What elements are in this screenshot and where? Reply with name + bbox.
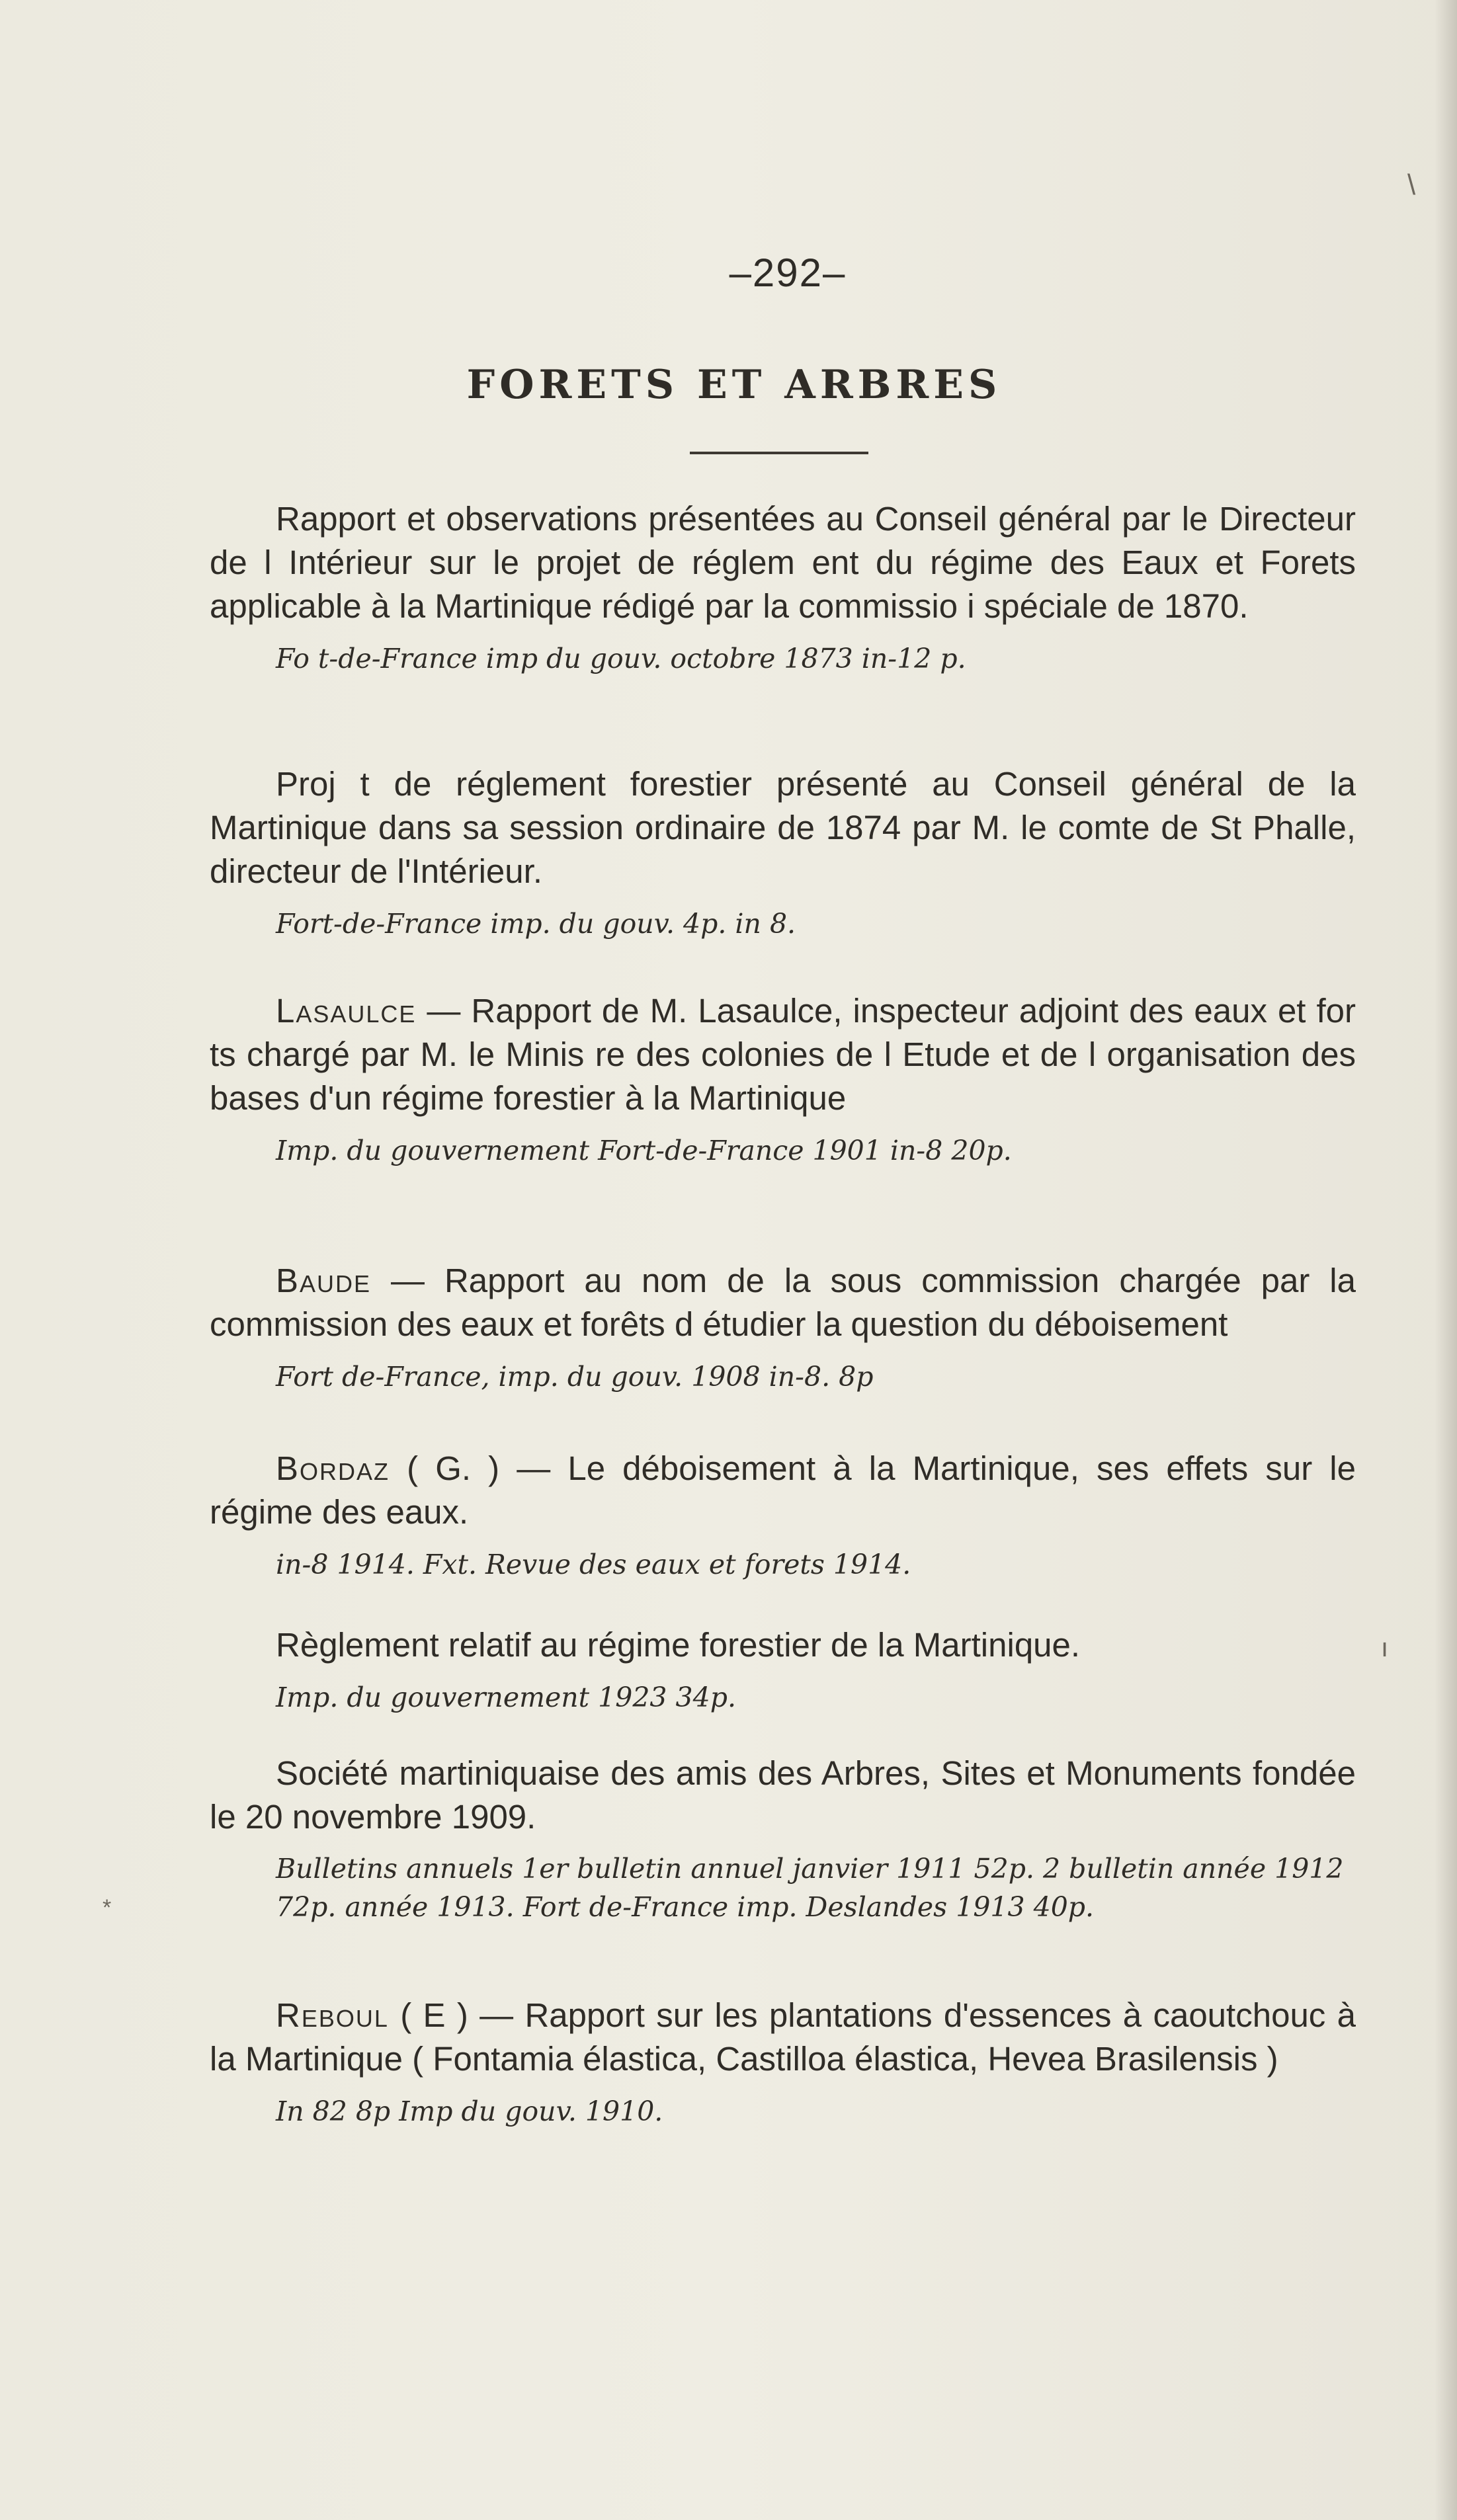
entry-text — [210, 1447, 1356, 1534]
entry-author: Lasaulce — [276, 992, 417, 1030]
bibliography-entry — [210, 762, 1356, 944]
margin-mark: \ — [1407, 169, 1416, 201]
entry-body: ( G. ) — Le déboisement à la Martinique, ses effets sur le régime des eaux. — [210, 1449, 1356, 1531]
entry-body: — Rapport de M. Lasaulce, inspecteur adjoint des eaux et for ts chargé par M. le Minis re des colonies de l Etude et de l organisation des bases d'un régime forestier à la Martinique — [210, 992, 1356, 1117]
entry-author: Baude — [276, 1262, 372, 1299]
entry-text — [210, 1259, 1356, 1346]
margin-mark: ı — [1381, 1633, 1389, 1662]
bibliography-entry — [210, 989, 1356, 1170]
entry-imprint: In 82 8p Imp du gouv. 1910. — [276, 2095, 663, 2127]
entry-imprint: Fort de-France, imp. du gouv. 1908 in-8. 8p — [276, 1361, 874, 1393]
entry-imprint: Imp. du gouvernement 1923 34p. — [276, 1682, 736, 1713]
entry-body: — Rapport au nom de la sous commission chargée par la commission des eaux et forêts d étudier la question du déboisement — [210, 1262, 1356, 1343]
entry-imprint: Fo t-de-France imp du gouv. octobre 1873 in-12 p. — [276, 643, 966, 674]
entry-body: ( E ) — Rapport sur les plantations d'essences à caoutchouc à la Martinique ( Fontamia élastica, Castilloa élastica, Hevea Brasilensis ) — [210, 1996, 1356, 2078]
section-title: FORETS ET ARBRES — [466, 362, 1002, 408]
entry-text: Société martiniquaise des amis des Arbres, Sites et Monuments fondée le 20 novembre 1909. — [210, 1754, 1356, 1836]
entry-text — [210, 989, 1356, 1120]
entry-author: Reboul — [276, 1996, 389, 2034]
entry-imprint: Bulletins annuels 1er bulletin annuel janvier 1911 52p. 2 bulletin année 1912 72p. année 1913. Fort de-France imp. Deslandes 1913 40p. — [276, 1853, 1344, 1923]
entry-imprint: in-8 1914. Fxt. Revue des eaux et forets 1914. — [276, 1549, 911, 1580]
bibliography-entry — [210, 1994, 1356, 2131]
page-edge-shadow — [1435, 0, 1457, 2520]
bibliography-entry — [210, 1447, 1356, 1584]
entry-text — [210, 1994, 1356, 2081]
bibliography-entry — [210, 1623, 1356, 1717]
entry-text: Rapport et observations présentées au Conseil général par le Directeur de l Intérieur sur le projet de réglem ent du régime des Eaux et Forets applicable à la Martinique rédigé par la commissio i spéciale de 1870. — [210, 500, 1356, 625]
bibliography-entry — [210, 497, 1356, 678]
bibliography-entry — [210, 1752, 1356, 1926]
margin-mark: * — [103, 1895, 112, 1920]
entry-imprint: Imp. du gouvernement Fort-de-France 1901 in-8 20p. — [276, 1135, 1012, 1166]
entry-text: Proj t de réglement forestier présenté au Conseil général de la Martinique dans sa session ordinaire de 1874 par M. le comte de St Phalle, directeur de l'Intérieur. — [210, 765, 1356, 890]
bibliography-entry — [210, 1259, 1356, 1397]
entry-text: Règlement relatif au régime forestier de la Martinique. — [276, 1626, 1081, 1664]
entry-imprint: Fort-de-France imp. du gouv. 4p. in 8. — [276, 908, 796, 940]
title-divider — [690, 452, 868, 454]
page-number: –292– — [729, 251, 847, 295]
entry-author: Bordaz — [276, 1449, 390, 1487]
